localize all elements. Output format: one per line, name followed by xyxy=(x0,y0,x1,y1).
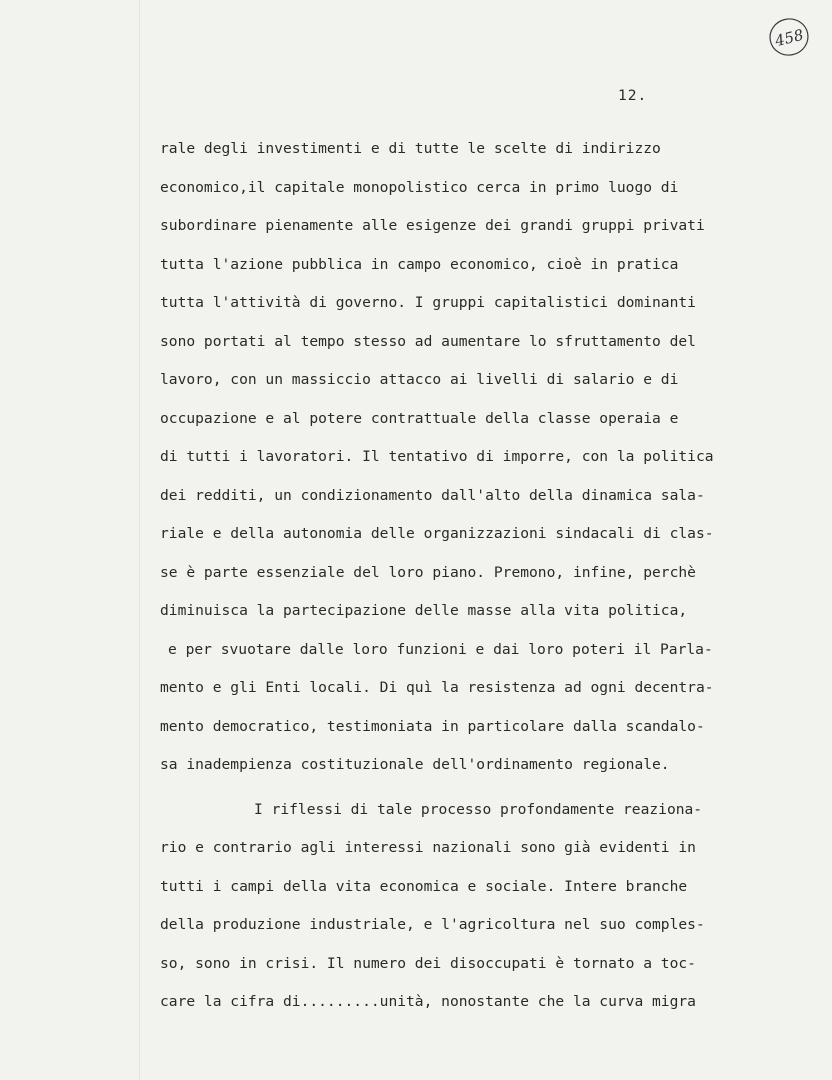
text-line: lavoro, con un massiccio attacco ai livelli di salario e di xyxy=(160,371,679,388)
page-number: 12. xyxy=(618,88,648,104)
text-line: riale e della autonomia delle organizzazioni sindacali di clas- xyxy=(160,525,714,542)
text-line: occupazione e al potere contrattuale della classe operaia e xyxy=(160,409,679,427)
archive-stamp xyxy=(766,14,812,60)
text-line: care la cifra di.........unità, nonostante che la curva migra xyxy=(160,993,696,1010)
text-line: rio e contrario agli interessi nazionali sono già evidenti in xyxy=(160,839,696,856)
paragraph-first-line: I riflessi di tale processo profondamente reaziona- xyxy=(254,800,703,818)
typed-body-text xyxy=(160,136,800,1028)
text-line: mento e gli Enti locali. Di quì la resistenza ad ogni decentra- xyxy=(160,679,714,696)
text-line: e per svuotare dalle loro funzioni e dai loro poteri il Parla- xyxy=(168,640,713,658)
text-line: tutta l'attività di governo. I gruppi capitalistici dominanti xyxy=(160,294,696,311)
text-line: sa inadempienza costituzionale dell'ordinamento regionale. xyxy=(160,756,670,773)
archive-stamp-number: 458 xyxy=(773,25,806,51)
text-line: tutta l'azione pubblica in campo economico, cioè in pratica xyxy=(160,255,679,273)
text-line: subordinare pienamente alle esigenze dei grandi gruppi privati xyxy=(160,217,705,234)
text-line: tutti i campi della vita economica e sociale. Intere branche xyxy=(160,877,688,895)
text-line: so, sono in crisi. Il numero dei disoccupati è tornato a toc- xyxy=(160,954,696,972)
text-line: della produzione industriale, e l'agricoltura nel suo comples- xyxy=(160,916,705,933)
text-line: di tutti i lavoratori. Il tentativo di imporre, con la politica xyxy=(160,448,714,465)
text-line: dei redditi, un condizionamento dall'alto della dinamica sala- xyxy=(160,486,705,504)
archive-stamp-circle xyxy=(766,14,812,60)
page-fold-line xyxy=(139,0,140,1080)
text-line: sono portati al tempo stesso ad aumentare lo sfruttamento del xyxy=(160,332,696,350)
text-line: se è parte essenziale del loro piano. Premono, infine, perchè xyxy=(160,563,696,581)
text-line: diminuisca la partecipazione delle masse alla vita politica, xyxy=(160,602,688,619)
text-line: rale degli investimenti e di tutte le scelte di indirizzo xyxy=(160,140,661,157)
text-line: economico,il capitale monopolistico cerca in primo luogo di xyxy=(160,178,679,196)
text-line: mento democratico, testimoniata in particolare dalla scandalo- xyxy=(160,717,705,735)
